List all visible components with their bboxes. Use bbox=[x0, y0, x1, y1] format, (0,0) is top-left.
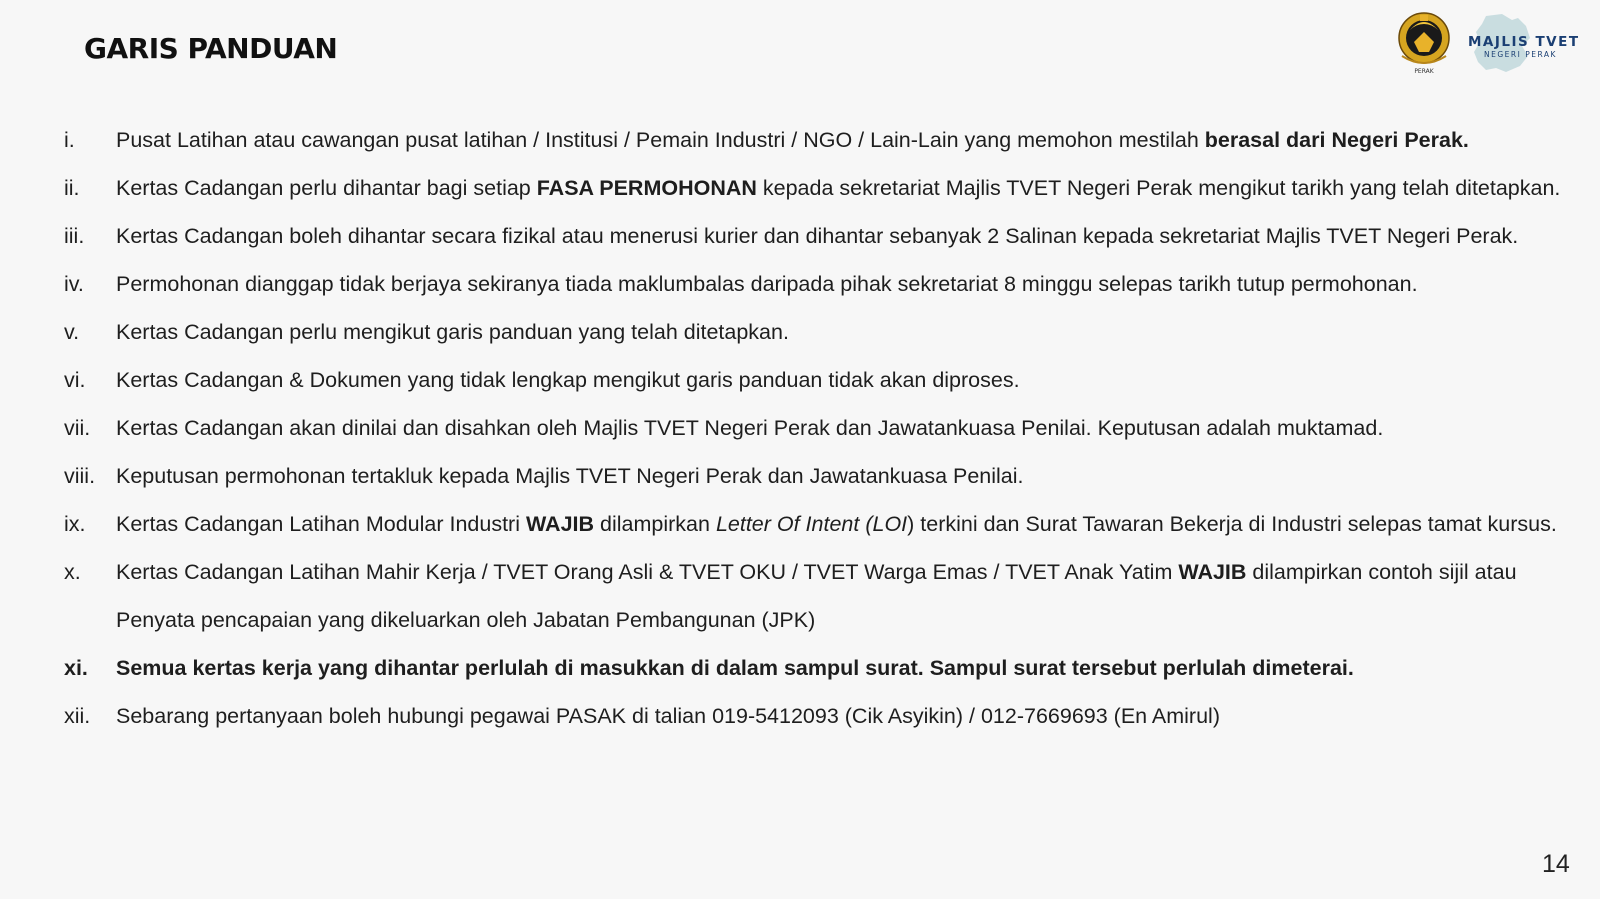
list-item bbox=[0, 212, 1600, 260]
perak-crest-icon bbox=[1396, 8, 1452, 76]
crest-caption: PERAK bbox=[1414, 68, 1434, 75]
list-item bbox=[0, 308, 1600, 356]
item-text: Sebarang pertanyaan boleh hubungi pegawai PASAK di talian 019-5412093 (Cik Asyikin) / 012-7669693 (En Amirul) bbox=[116, 704, 1220, 728]
item-text: Kertas Cadangan & Dokumen yang tidak lengkap mengikut garis panduan tidak akan diproses. bbox=[116, 368, 1020, 392]
item-number: xi. bbox=[64, 656, 88, 680]
page-title: GARIS PANDUAN bbox=[84, 32, 338, 65]
item-number: vii. bbox=[64, 416, 91, 440]
item-text: Kertas Cadangan boleh dihantar secara fizikal atau menerusi kurier dan dihantar sebanyak 2 Salinan kepada sekretariat Majlis TVET Negeri Perak. bbox=[116, 224, 1519, 248]
list-item bbox=[0, 356, 1600, 404]
org-name: MAJLIS TVET bbox=[1468, 34, 1580, 50]
item-number: x. bbox=[64, 560, 81, 584]
list-item bbox=[0, 644, 1600, 692]
guideline-list bbox=[0, 116, 1600, 740]
item-text: Kertas Cadangan perlu dihantar bagi setiap FASA PERMOHONAN kepada sekretariat Majlis TVET Negeri Perak mengikut tarikh yang telah ditetapkan. bbox=[116, 176, 1561, 200]
item-number: iv. bbox=[64, 272, 84, 296]
item-number: ix. bbox=[64, 512, 86, 536]
org-subtitle: NEGERI PERAK bbox=[1484, 50, 1557, 59]
list-item bbox=[0, 260, 1600, 308]
item-text: Semua kertas kerja yang dihantar perlulah di masukkan di dalam sampul surat. Sampul surat tersebut perlulah dimeterai. bbox=[116, 656, 1354, 680]
item-number: vi. bbox=[64, 368, 86, 392]
header-logos bbox=[1396, 8, 1592, 76]
list-item bbox=[0, 116, 1600, 164]
list-item bbox=[0, 692, 1600, 740]
list-item bbox=[0, 452, 1600, 500]
item-number: xii. bbox=[64, 704, 91, 728]
item-text: Kertas Cadangan akan dinilai dan disahkan oleh Majlis TVET Negeri Perak dan Jawatankuasa Penilai. Keputusan adalah muktamad. bbox=[116, 416, 1384, 440]
item-number: iii. bbox=[64, 224, 85, 248]
item-number: v. bbox=[64, 320, 80, 344]
list-item bbox=[0, 548, 1600, 644]
item-text: Pusat Latihan atau cawangan pusat latihan / Institusi / Pemain Industri / NGO / Lain-Lain yang memohon mestilah berasal dari Negeri Perak. bbox=[116, 128, 1469, 152]
item-text: Kertas Cadangan Latihan Mahir Kerja / TVET Orang Asli & TVET OKU / TVET Warga Emas / TVET Anak Yatim WAJIB dilampirkan contoh sijil atau Penyata pencapaian yang dikeluarkan oleh Jabatan Pembangunan (JPK) bbox=[116, 560, 1517, 632]
item-text: Keputusan permohonan tertakluk kepada Majlis TVET Negeri Perak dan Jawatankuasa Penilai. bbox=[116, 464, 1024, 488]
page-number: 14 bbox=[1542, 850, 1570, 878]
list-item bbox=[0, 164, 1600, 212]
item-text: Kertas Cadangan perlu mengikut garis panduan yang telah ditetapkan. bbox=[116, 320, 789, 344]
list-item bbox=[0, 500, 1600, 548]
list-item bbox=[0, 404, 1600, 452]
item-text: Permohonan dianggap tidak berjaya sekiranya tiada maklumbalas daripada pihak sekretariat 8 minggu selepas tarikh tutup permohonan. bbox=[116, 272, 1418, 296]
item-number: viii. bbox=[64, 464, 96, 488]
item-number: ii. bbox=[64, 176, 80, 200]
item-number: i. bbox=[64, 128, 75, 152]
item-text: Kertas Cadangan Latihan Modular Industri WAJIB dilampirkan Letter Of Intent (LOI) terkini dan Surat Tawaran Bekerja di Industri selepas tamat kursus. bbox=[116, 512, 1557, 536]
